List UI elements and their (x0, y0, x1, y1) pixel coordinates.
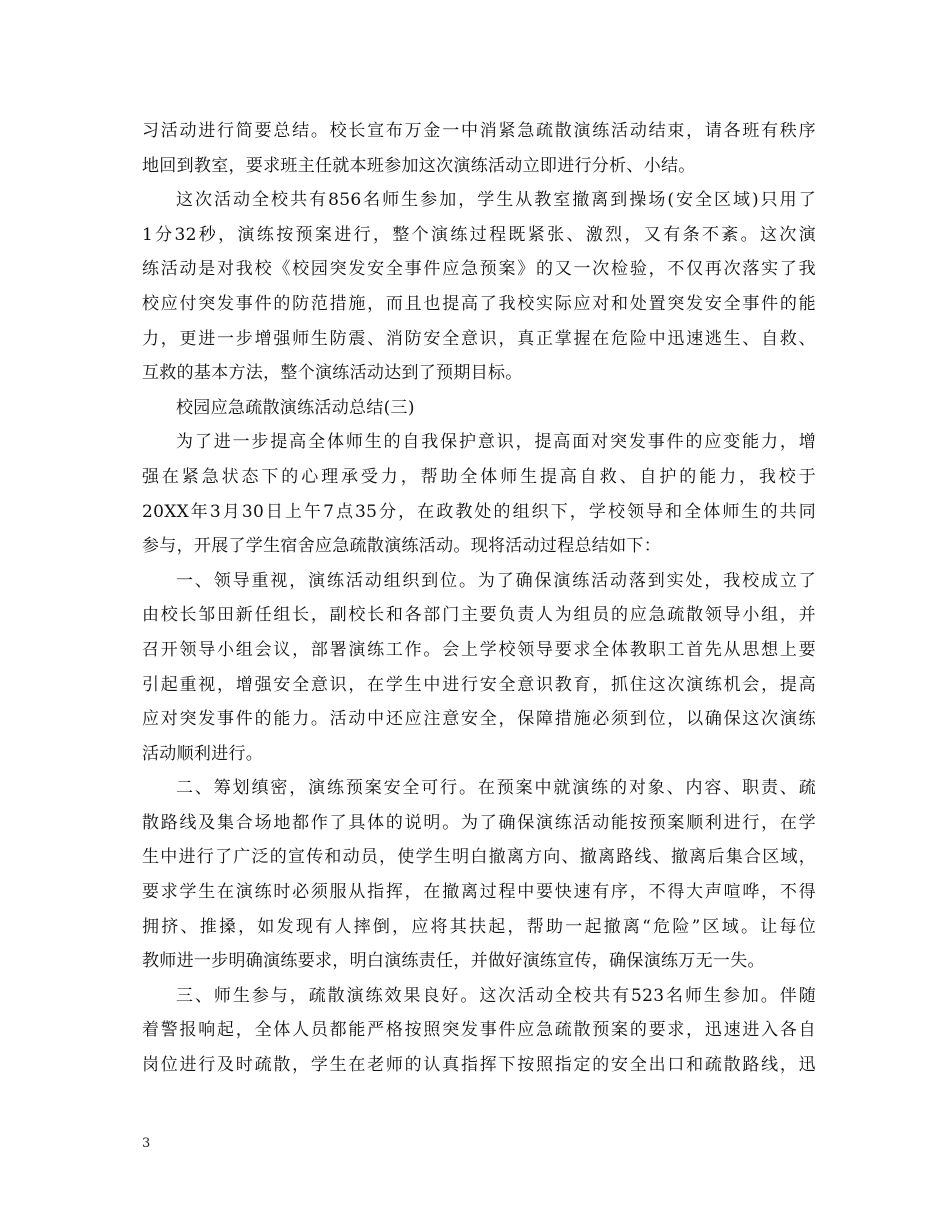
text-line: 要求学生在演练时必须服从指挥，在撤离过程中要快速有序，不得大声喧哗，不得 (142, 882, 816, 903)
text-line: 召开领导小组会议，部署演练工作。会上学校领导要求全体教职工首先从思想上要 (142, 639, 816, 660)
text-line: 着警报响起，全体人员都能严格按照突发事件应急疏散预案的要求，迅速进入各自 (142, 1020, 816, 1041)
text-line: 一、领导重视，演练活动组织到位。为了确保演练活动落到实处，我校成立了 (176, 570, 816, 591)
text-line: 互救的基本方法，整个演练活动达到了预期目标。 (142, 363, 523, 384)
text-line: 1分32秒，演练按预案进行，整个演练过程既紧张、激烈，又有条不紊。这次演 (142, 224, 816, 245)
text-line: 散路线及集合场地都作了具体的说明。为了确保演练活动能按预案顺利进行，在学 (142, 812, 816, 833)
text-line: 校应付突发事件的防范措施，而且也提高了我校实际应对和处置突发安全事件的能 (142, 293, 816, 314)
text-line: 地回到教室，要求班主任就本班参加这次演练活动立即进行分析、小结。 (142, 155, 696, 176)
text-line: 这次活动全校共有856名师生参加，学生从教室撤离到操场(安全区域)只用了 (176, 190, 816, 211)
text-line: 三、师生参与，疏散演练效果良好。这次活动全校共有523名师生参加。伴随 (176, 985, 816, 1006)
text-line: 为了进一步提高全体师生的自我保护意识，提高面对突发事件的应变能力，增 (176, 432, 816, 453)
document-body (142, 114, 816, 1083)
text-line: 参与，开展了学生宿舍应急疏散演练活动。现将活动过程总结如下： (142, 536, 661, 557)
text-line: 强在紧急状态下的心理承受力，帮助全体师生提高自救、自护的能力，我校于 (142, 466, 816, 487)
text-line: 由校长邹田新任组长，副校长和各部门主要负责人为组员的应急疏散领导小组，并 (142, 605, 816, 626)
text-line: 练活动是对我校《校园突发安全事件应急预案》的又一次检验，不仅再次落实了我 (142, 259, 816, 280)
text-line: 20XX年3月30日上午7点35分，在政教处的组织下，学校领导和全体师生的共同 (142, 501, 816, 522)
text-line: 应对突发事件的能力。活动中还应注意安全，保障措施必须到位，以确保这次演练 (142, 709, 816, 730)
page-number: 3 (142, 1136, 151, 1151)
text-line: 习活动进行简要总结。校长宣布万金一中消紧急疏散演练活动结束，请各班有秩序 (142, 121, 816, 141)
text-line: 教师进一步明确演练要求，明白演练责任，并做好演练宣传，确保演练万无一失。 (142, 951, 765, 972)
text-line: 生中进行了广泛的宣传和动员，使学生明白撤离方向、撤离路线、撤离后集合区域， (142, 847, 816, 868)
text-line: 拥挤、推搡，如发现有人摔倒，应将其扶起，帮助一起撤离“危险”区域。让每位 (142, 916, 816, 937)
text-line: 引起重视，增强安全意识，在学生中进行安全意识教育，抓住这次演练机会，提高 (142, 674, 816, 695)
text-line: 二、筹划缜密，演练预案安全可行。在预案中就演练的对象、内容、职责、疏 (176, 778, 816, 799)
text-line: 活动顺利进行。 (142, 743, 264, 764)
text-line: 力，更进一步增强师生防震、消防安全意识，真正掌握在危险中迅速逃生、自救、 (142, 328, 816, 349)
text-line: 岗位进行及时疏散，学生在老师的认真指挥下按照指定的安全出口和疏散路线，迅 (142, 1055, 816, 1076)
section-heading: 校园应急疏散演练活动总结(三) (176, 397, 415, 418)
